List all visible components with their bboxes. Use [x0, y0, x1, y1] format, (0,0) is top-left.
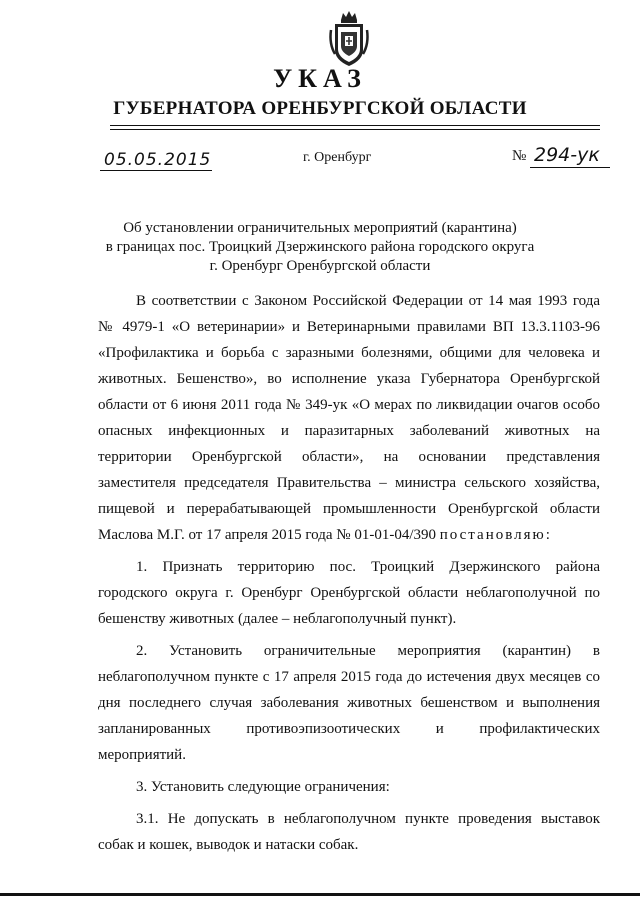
document-title: УКАЗ — [273, 64, 367, 93]
decree-city: г. Оренбург — [303, 150, 372, 165]
text-line: 1. Признать территорию пос. Троицкий Дзержинского района — [136, 559, 600, 575]
text-line: запланированных противоэпизоотических и профилактических — [98, 721, 600, 737]
heading-line: Об установлении ограничительных мероприятий (карантина) — [123, 220, 517, 236]
number-sign: № — [512, 148, 527, 164]
decree-number: 294-ук — [534, 144, 600, 166]
text-line: «Профилактика и борьба с заразными болезнями, общими для человека и — [98, 345, 600, 361]
page-bottom-edge — [0, 893, 640, 896]
text-line-last — [98, 522, 600, 548]
item-2-paragraph — [98, 638, 600, 768]
text-line-last: 3. Установить следующие ограничения: — [136, 779, 390, 795]
heading-line: в границах пос. Троицкий Дзержинского района городского округа — [105, 239, 535, 255]
decree-word: постановляю: — [439, 527, 552, 543]
text-line: № 4979-1 «О ветеринарии» и Ветеринарными правилами ВП 13.3.1103-96 — [98, 319, 600, 335]
text-line: В соответствии с Законом Российской Федерации от 14 мая 1993 года — [136, 293, 600, 309]
text-line: животных. Бешенство», во исполнение указа Губернатора Оренбургской — [98, 371, 600, 387]
text-line: 2. Установить ограничительные мероприятия (карантин) в — [136, 643, 600, 659]
text-line: территории Оренбургской области», на основании представления — [98, 449, 600, 465]
text-line-last: мероприятий. — [98, 747, 186, 763]
text-line: неблагополучном пункте с 17 апреля 2015 года до истечения двух месяцев со — [98, 669, 600, 685]
document-subtitle: ГУБЕРНАТОРА ОРЕНБУРГСКОЙ ОБЛАСТИ — [113, 98, 527, 119]
date-underline — [100, 170, 212, 171]
item-3-paragraph — [98, 774, 600, 800]
decree-body — [98, 288, 600, 858]
heading-line: г. Оренбург Оренбургской области — [209, 258, 431, 274]
text-line-last: бешенству животных (далее – неблагополучный пункт). — [98, 611, 457, 627]
number-underline — [530, 167, 610, 168]
coat-of-arms-icon — [327, 10, 371, 68]
preamble-paragraph — [98, 288, 600, 548]
header-rule — [110, 125, 600, 126]
text-line: области от 6 июня 2011 года № 349-ук «О мерах по ликвидации очагов особо — [98, 397, 600, 413]
item-1-paragraph — [98, 554, 600, 632]
text-line: заместителя председателя Правительства – министра сельского хозяйства, — [98, 475, 600, 491]
preamble-last: Маслова М.Г. от 17 апреля 2015 года № 01-01-04/390 — [98, 527, 436, 543]
text-line: 3.1. Не допускать в неблагополучном пункте проведения выставок — [136, 811, 600, 827]
text-line: пищевой и перерабатывающей промышленности Оренбургской области — [98, 501, 600, 517]
text-line: городского округа г. Оренбург Оренбургской области неблагополучной по — [98, 585, 600, 601]
text-line: опасных инфекционных и паразитарных заболеваний животных на — [98, 423, 600, 439]
text-line: дня последнего случая заболевания животных бешенством и выполнения — [98, 695, 600, 711]
item-3-1-paragraph — [98, 806, 600, 858]
header-rule-thin — [110, 129, 600, 130]
decree-heading — [0, 219, 640, 276]
decree-date: 05.05.2015 — [104, 150, 212, 170]
text-line-last: собак и кошек, выводок и натаски собак. — [98, 837, 359, 853]
